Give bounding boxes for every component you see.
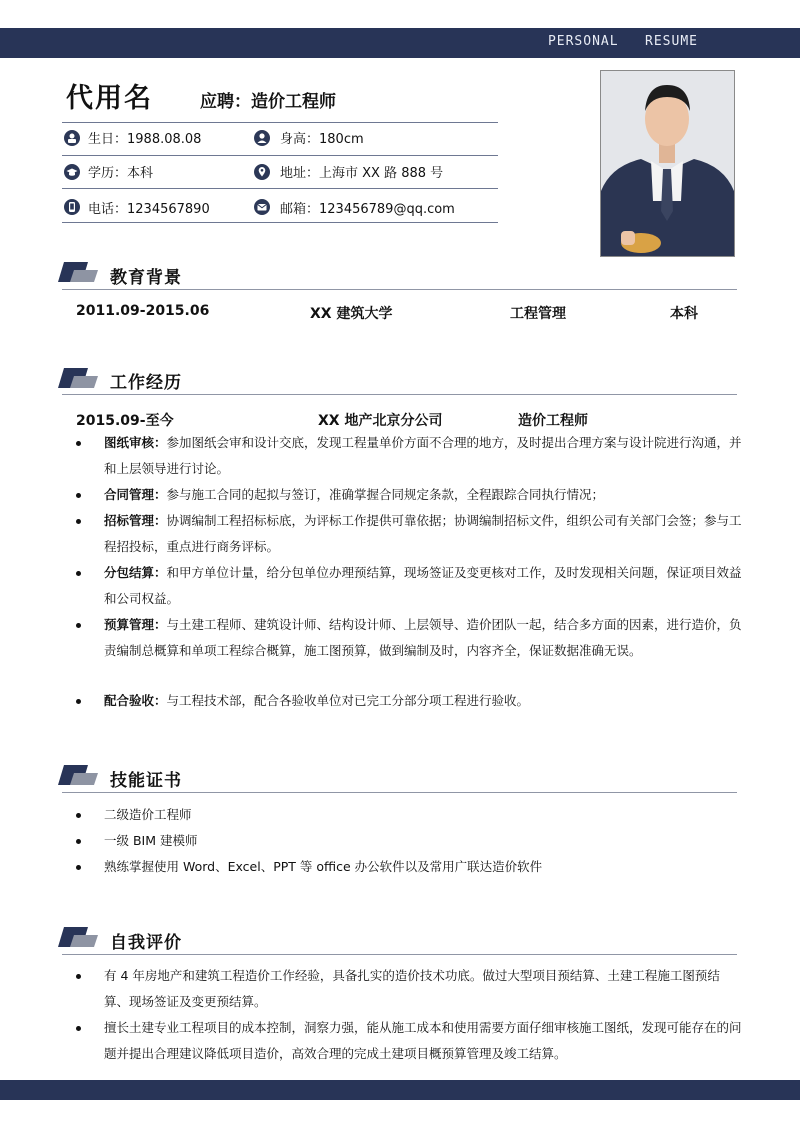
info-email: 邮箱：123456789@qq.com	[280, 202, 455, 217]
education-major: 工程管理	[510, 306, 566, 322]
section-divider	[62, 954, 737, 955]
list-item: 招标管理：协调编制工程招标标底，为评标工作提供可靠依据；协调编制招标文件，组织公司有关部门会签；参与工程招投标，重点进行商务评标。	[82, 508, 742, 560]
section-title-education: 教育背景	[110, 268, 182, 288]
list-item: 分包结算：和甲方单位计量，给分包单位办理预结算，现场签证及变更核对工作，及时发现相关问题，保证项目效益和公司权益。	[82, 560, 742, 612]
section-marker-icon	[58, 262, 98, 282]
list-item: 有 4 年房地产和建筑工程造价工作经验，具备扎实的造价技术功底。做过大型项目预结算、土建工程施工图预结算、现场签证及变更预结算。	[82, 963, 742, 1015]
section-title-skills: 技能证书	[110, 771, 182, 791]
job-title: 应聘：造价工程师	[200, 92, 336, 112]
info-height: 身高：180cm	[280, 132, 364, 147]
info-divider	[62, 222, 498, 223]
list-item: 预算管理：与土建工程师、建筑设计师、结构设计师、上层领导、造价团队一起，结合多方面的因素，进行造价，负责编制总概算和单项工程综合概算，施工图预算，做到编制及时，内容齐全，保证数据准确无误。	[82, 612, 742, 664]
section-title-work: 工作经历	[110, 373, 182, 393]
info-divider	[62, 188, 498, 189]
work-period: 2015.09-至今	[76, 413, 174, 429]
graduation-cap-icon	[64, 164, 80, 180]
info-divider	[62, 155, 498, 156]
section-marker-icon	[58, 927, 98, 947]
section-title-self: 自我评价	[110, 933, 182, 953]
mail-icon	[254, 199, 270, 215]
work-company: XX 地产北京分公司	[318, 413, 443, 429]
footer-bar	[0, 1080, 800, 1100]
header-label: PERSONAL RESUME	[547, 34, 698, 49]
info-phone: 电话：1234567890	[88, 202, 210, 217]
work-role: 造价工程师	[518, 413, 588, 429]
education-degree: 本科	[670, 306, 698, 322]
info-address: 地址：上海市 XX 路 888 号	[280, 166, 444, 181]
education-school: XX 建筑大学	[310, 306, 393, 322]
person-icon	[254, 130, 270, 146]
list-item: 二级造价工程师	[82, 802, 742, 828]
section-marker-icon	[58, 765, 98, 785]
phone-icon	[64, 199, 80, 215]
list-item: 擅长土建专业工程项目的成本控制，洞察力强，能从施工成本和使用需要方面仔细审核施工图纸，发现可能存在的问题并提出合理建议降低项目造价，高效合理的完成土建项目概预算管理及竣工结算。	[82, 1015, 742, 1067]
candidate-name: 代用名	[66, 83, 153, 114]
list-item: 熟练掌握使用 Word、Excel、PPT 等 office 办公软件以及常用广联达造价软件	[82, 854, 742, 880]
education-period: 2011.09-2015.06	[76, 303, 210, 319]
list-item: 一级 BIM 建模师	[82, 828, 742, 854]
profile-photo	[600, 70, 735, 257]
section-divider	[62, 289, 737, 290]
info-education: 学历：本科	[88, 166, 154, 181]
list-item: 配合验收：与工程技术部，配合各验收单位对已完工分部分项工程进行验收。	[82, 688, 742, 714]
birthday-icon	[64, 130, 80, 146]
section-marker-icon	[58, 368, 98, 388]
section-divider	[62, 394, 737, 395]
list-item: 合同管理：参与施工合同的起拟与签订，准确掌握合同规定条款，全程跟踪合同执行情况；	[82, 482, 742, 508]
list-item: 图纸审核：参加图纸会审和设计交底，发现工程量单价方面不合理的地方，及时提出合理方案与设计院进行沟通，并和上层领导进行讨论。	[82, 430, 742, 482]
section-divider	[62, 792, 737, 793]
info-divider	[62, 122, 498, 123]
location-pin-icon	[254, 164, 270, 180]
info-birth: 生日：1988.08.08	[88, 132, 202, 147]
